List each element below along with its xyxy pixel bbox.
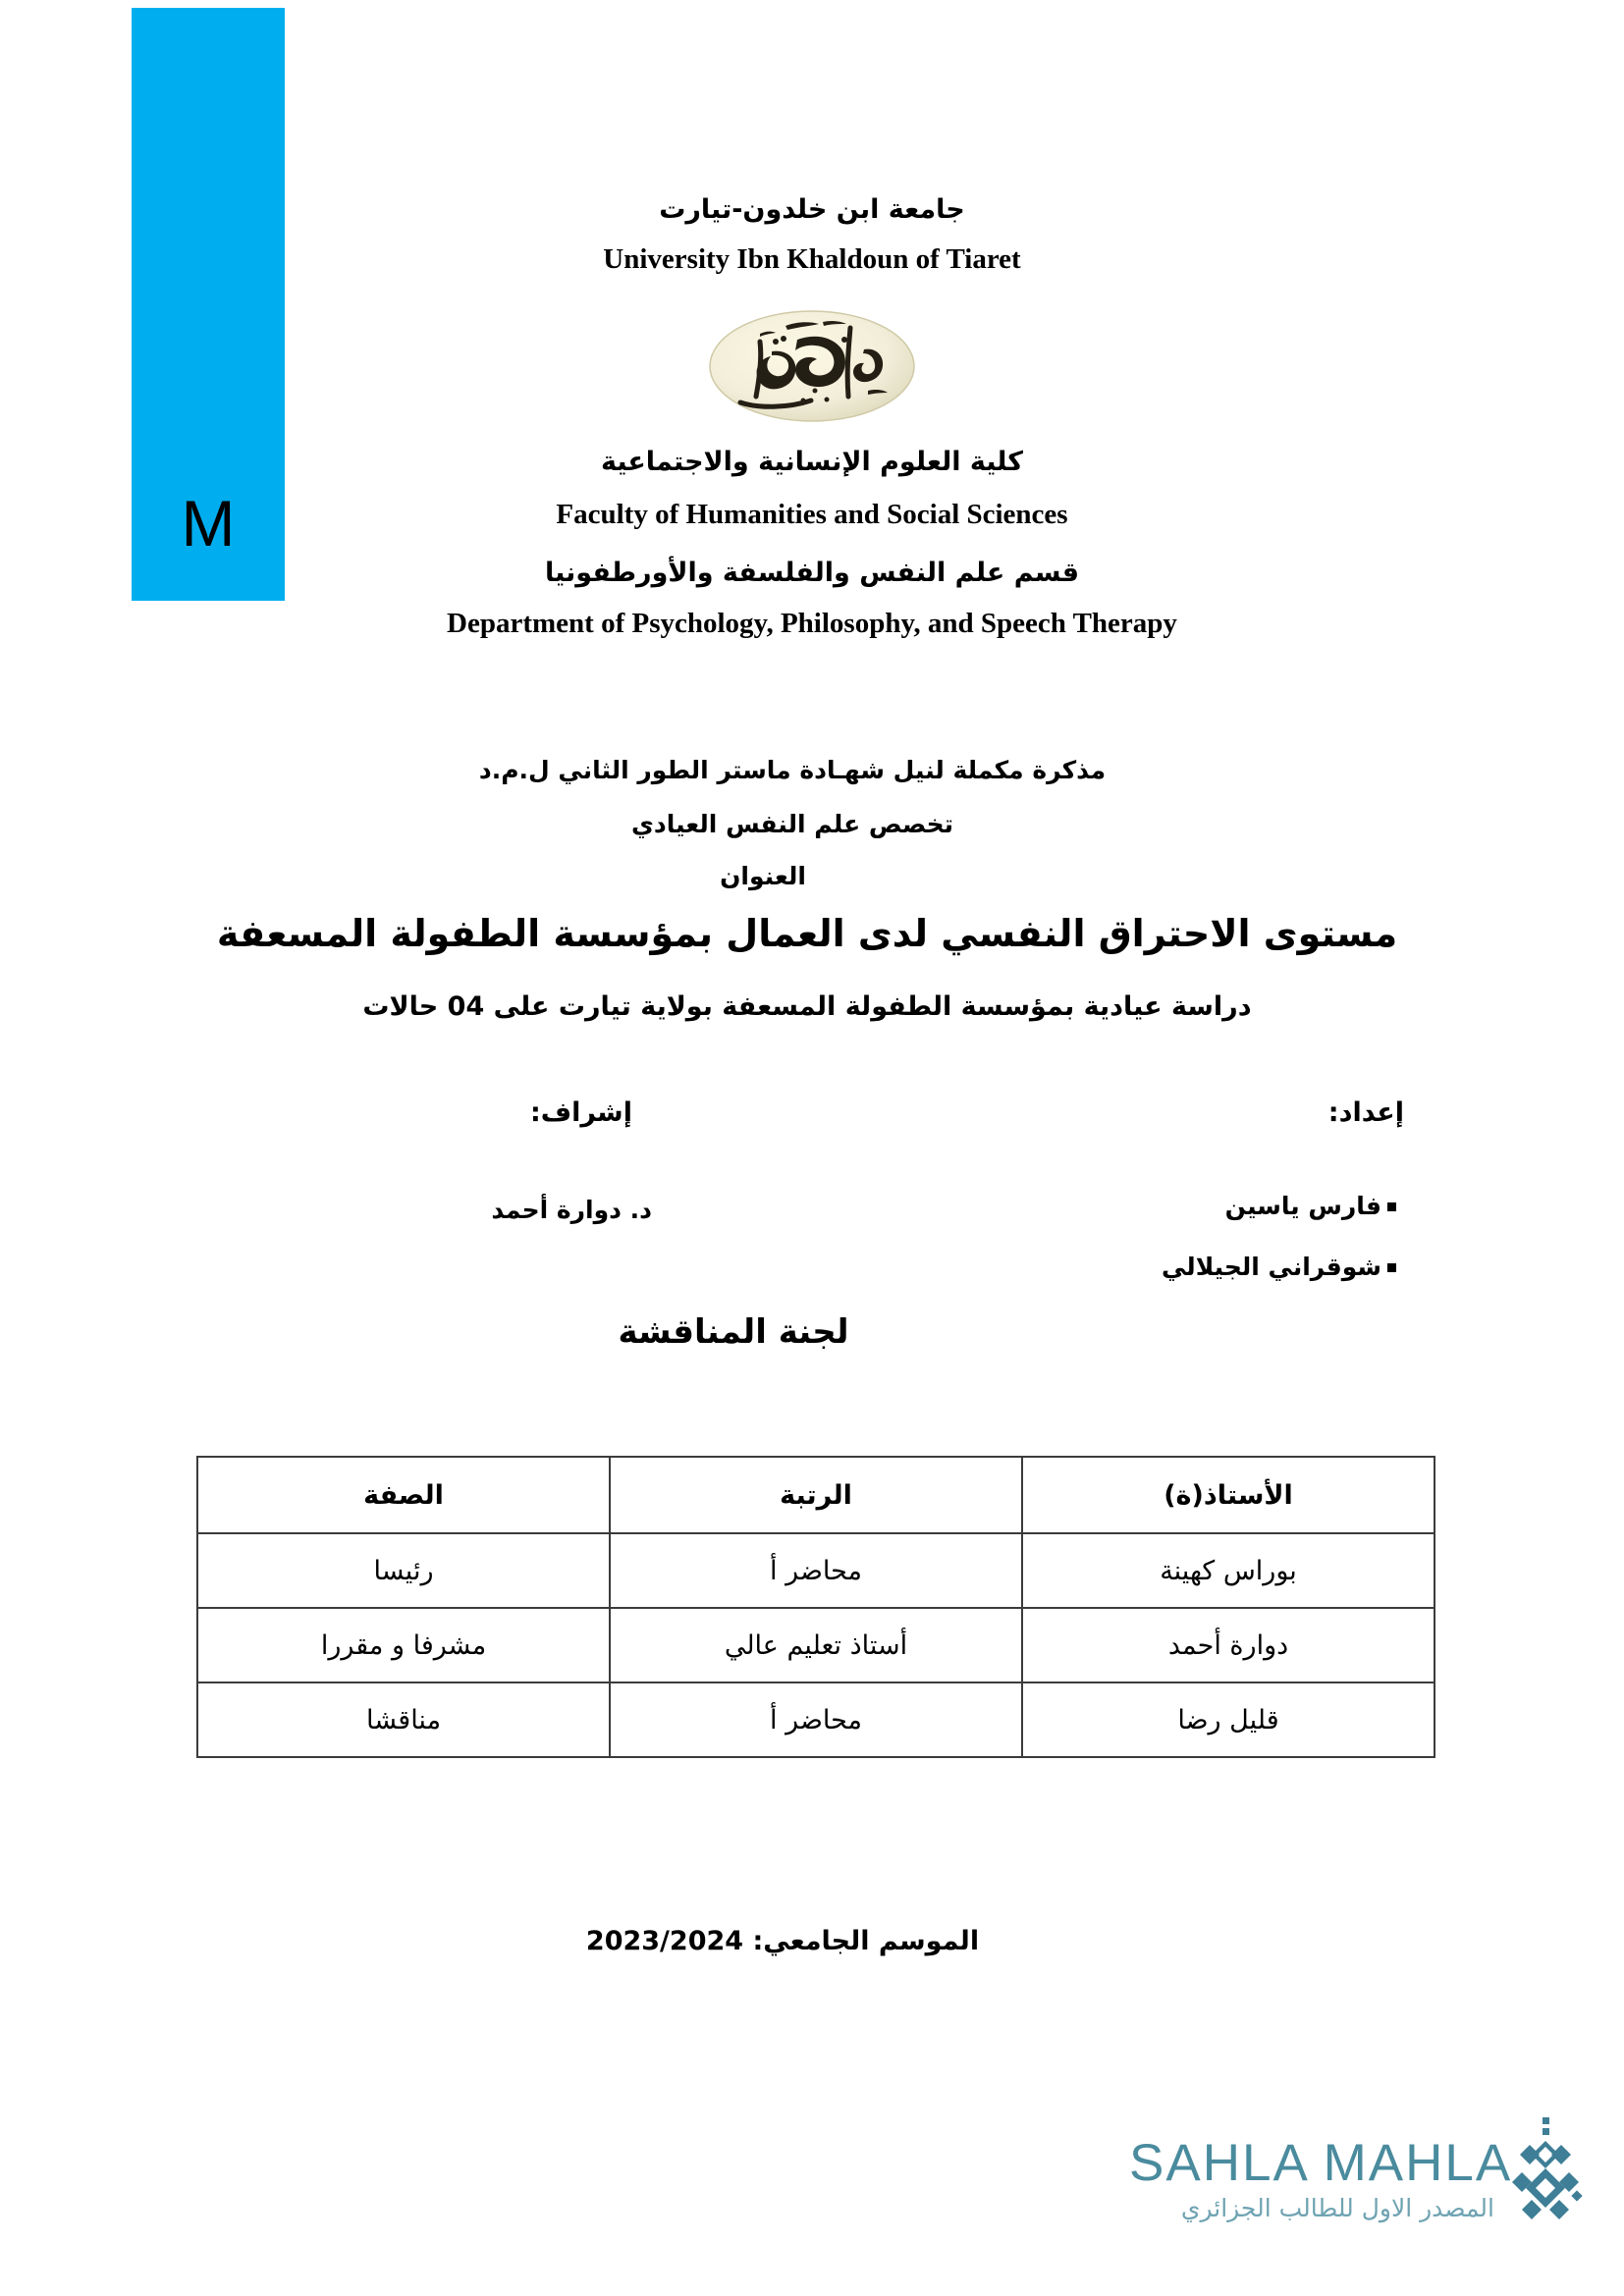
author-label-1: فارس ياسين xyxy=(1224,1192,1381,1220)
department-name-english: Department of Psychology, Philosophy, and Speech Therapy xyxy=(447,608,1177,639)
column-header-rank: الرتبة xyxy=(610,1457,1022,1533)
academic-year: الموسم الجامعي: 2023/2024 xyxy=(585,1926,980,1956)
cell-role: مشرفا و مقررا xyxy=(197,1608,610,1682)
sahla-mahla-watermark xyxy=(1129,2115,1591,2253)
university-name-english: University Ibn Khaldoun of Tiaret xyxy=(603,243,1021,275)
bullet-icon xyxy=(1387,1202,1396,1211)
prepared-by-label: إعداد: xyxy=(1327,1097,1404,1128)
cell-rank: محاضر أ xyxy=(610,1682,1022,1757)
table-row xyxy=(197,1533,1435,1608)
thesis-statement-line-1: مذكرة مكملة لنيل شهـادة ماستر الطور الثاني ل.م.د xyxy=(478,756,1107,784)
department-name-arabic: قسم علم النفس والفلسفة والأورطفونيا xyxy=(544,558,1080,588)
table-row xyxy=(197,1682,1435,1757)
author-name-2 xyxy=(1162,1253,1396,1281)
diamond-ornament-icon xyxy=(1500,2115,1591,2225)
supervisor-name: د. دوارة أحمد xyxy=(491,1196,652,1224)
column-header-role: الصفة xyxy=(197,1457,610,1533)
watermark-tagline: المصدر الاول للطالب الجزائري xyxy=(1180,2194,1494,2222)
cell-role: رئيسا xyxy=(197,1533,610,1608)
university-name-arabic: جامعة ابن خلدون-تيارت xyxy=(659,194,965,225)
table-header-row xyxy=(197,1457,1435,1533)
watermark-brand-name: SAHLA MAHLA xyxy=(1129,2134,1513,2192)
cell-professor: دوارة أحمد xyxy=(1022,1608,1435,1682)
cell-rank: أستاذ تعليم عالي xyxy=(610,1608,1022,1682)
cell-rank: محاضر أ xyxy=(610,1533,1022,1608)
cell-professor: بوراس كهينة xyxy=(1022,1533,1435,1608)
author-label-2: شوقراني الجيلالي xyxy=(1162,1253,1381,1281)
faculty-name-english: Faculty of Humanities and Social Sciences xyxy=(556,499,1068,530)
thesis-specialty-line: تخصص علم النفس العيادي xyxy=(630,810,954,838)
author-name-1 xyxy=(1225,1192,1396,1220)
marker-letter: M xyxy=(181,487,236,560)
committee-heading: لجنة المناقشة xyxy=(618,1312,849,1352)
credits-section xyxy=(0,1097,1624,1313)
thesis-title: مستوى الاحتراق النفسي لدى العمال بمؤسسة الطفولة المسعفة xyxy=(216,912,1398,955)
table-row xyxy=(197,1608,1435,1682)
faculty-name-arabic: كلية العلوم الإنسانية والاجتماعية xyxy=(600,447,1024,477)
university-seal-icon xyxy=(701,306,923,426)
title-label: العنوان xyxy=(720,862,806,890)
supervised-by-label: إشراف: xyxy=(529,1097,632,1128)
jury-table xyxy=(196,1456,1435,1758)
bullet-icon xyxy=(1387,1263,1396,1272)
cell-role: مناقشا xyxy=(197,1682,610,1757)
thesis-subtitle: دراسة عيادية بمؤسسة الطفولة المسعفة بولاية تيارت على 04 حالات xyxy=(362,991,1252,1022)
column-header-professor: الأستاذ(ة) xyxy=(1022,1457,1435,1533)
cell-professor: قليل رضا xyxy=(1022,1682,1435,1757)
